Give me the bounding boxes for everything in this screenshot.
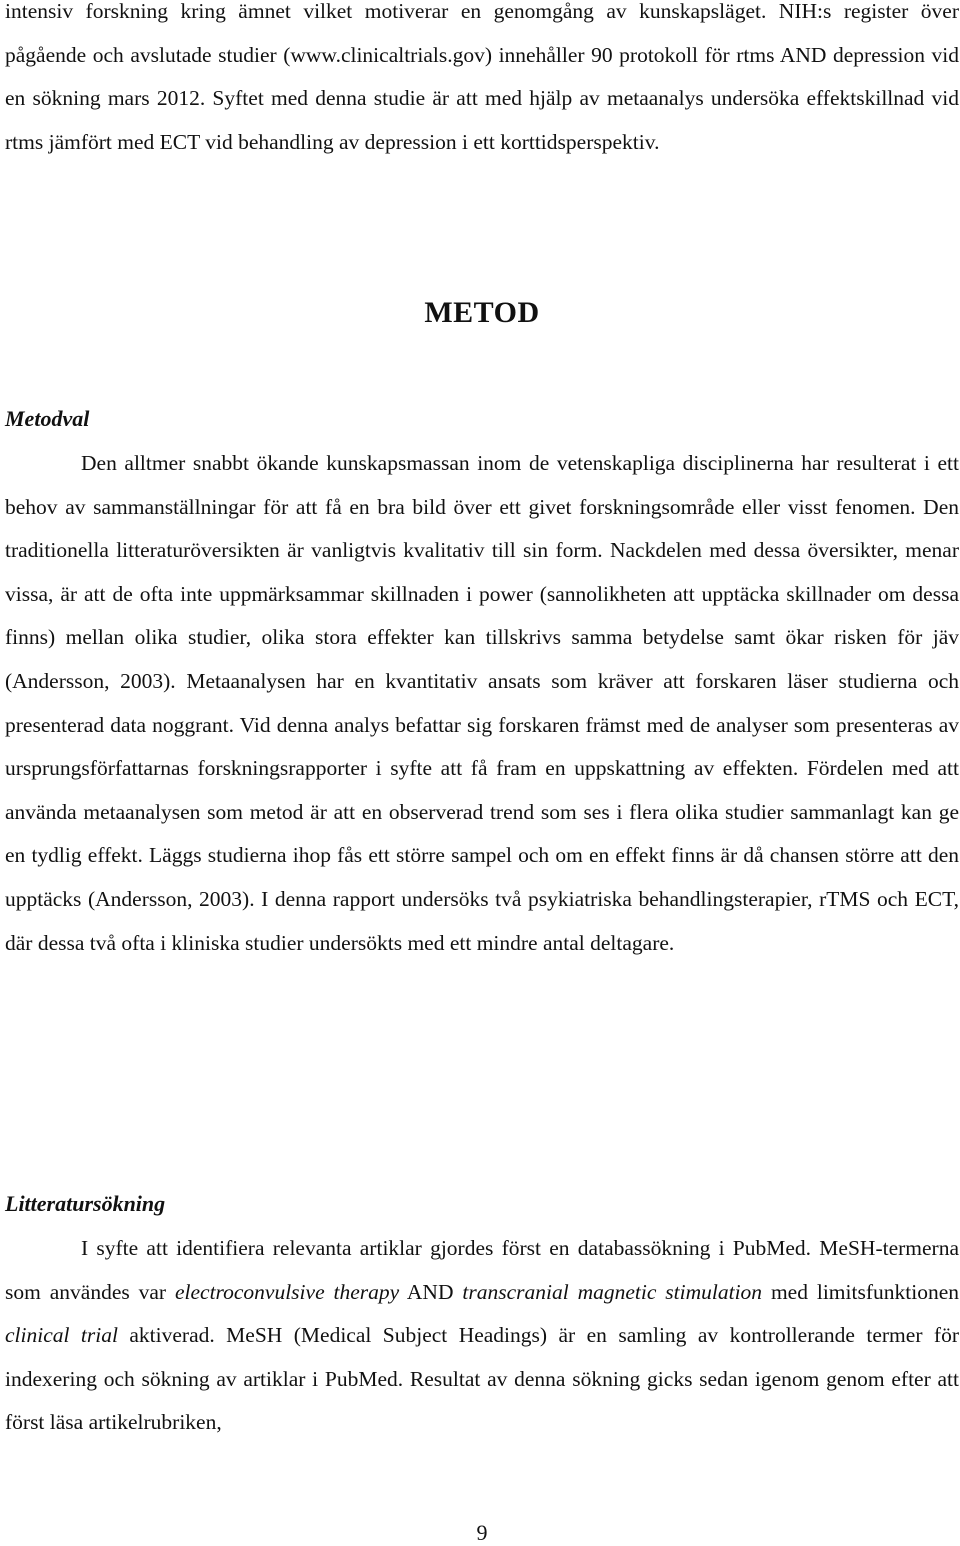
metodval-section	[5, 442, 959, 965]
litt-text-1: I syfte att identifiera relevanta artiklar gjordes först en databassökning i PubMed. MeSH-termerna som användes var	[5, 1236, 959, 1304]
page-number: 9	[476, 1520, 488, 1545]
litt-text-3: med limitsfunktionen	[762, 1279, 959, 1304]
section-title: METOD	[424, 296, 540, 329]
litteratursokning-heading: Litteratursökning	[5, 1191, 166, 1216]
limit-term-clinical-trial: clinical trial	[5, 1323, 118, 1348]
mesh-term-ect: electroconvulsive therapy	[174, 1279, 400, 1304]
litteratursokning-section	[5, 1227, 959, 1445]
metodval-heading: Metodval	[5, 406, 90, 431]
litt-text-2: AND	[399, 1279, 463, 1304]
litt-text-4: aktiverad. MeSH (Medical Subject Headings) är en samling av kontrollerande termer för indexering och sökning av artiklar i PubMed. Resultat av denna sökning gicks sedan igenom genom efter att först läsa artikelrubriken,	[5, 1323, 959, 1435]
mesh-term-tms: transcranial magnetic stimulation	[462, 1279, 763, 1304]
litteratursokning-paragraph	[5, 1227, 959, 1445]
metodval-paragraph: Den alltmer snabbt ökande kunskapsmassan inom de vetenskapliga disciplinerna har resulterat i ett behov av sammanställningar för att få en bra bild över ett givet forskningsområde eller visst fenomen. Den traditionella litteraturöversikten är vanligtvis kvalitativ till sin form. Nackdelen med dessa översikter, menar vissa, är att de ofta inte uppmärksammar skillnaden i power (sannolikheten att upptäcka skillnader om dessa finns) mellan olika studier, olika stora effekter kan tillskrivs samma betydelse samt ökar risken för jäv (Andersson, 2003). Metaanalysen har en kvantitativ ansats som kräver att forskaren läser studierna och presenterad data noggrant. Vid denna analys befattar sig forskaren främst med de analyser som presenteras av ursprungsförfattarnas forskningsrapporter i syfte att få fram en uppskattning av effekten. Fördelen med att använda metaanalysen som metod är att en observerad trend som ses i flera olika studier sammanlagt kan ge en tydlig effekt. Läggs studierna ihop fås ett större sampel och om en effekt finns är då chansen större att den upptäcks (Andersson, 2003). I denna rapport undersöks två psykiatriska behandlingsterapier, rTMS och ECT, där dessa två ofta i kliniska studier undersökts med ett mindre antal deltagare.	[5, 451, 959, 955]
intro-paragraph: intensiv forskning kring ämnet vilket motiverar en genomgång av kunskapsläget. NIH:s register över pågående och avslutade studier (www.clinicaltrials.gov) innehåller 90 protokoll för rtms AND depression vid en sökning mars 2012. Syftet med denna studie är att med hjälp av metaanalys undersöka effektskillnad vid rtms jämfört med ECT vid behandling av depression i ett korttidsperspektiv.	[5, 0, 959, 154]
